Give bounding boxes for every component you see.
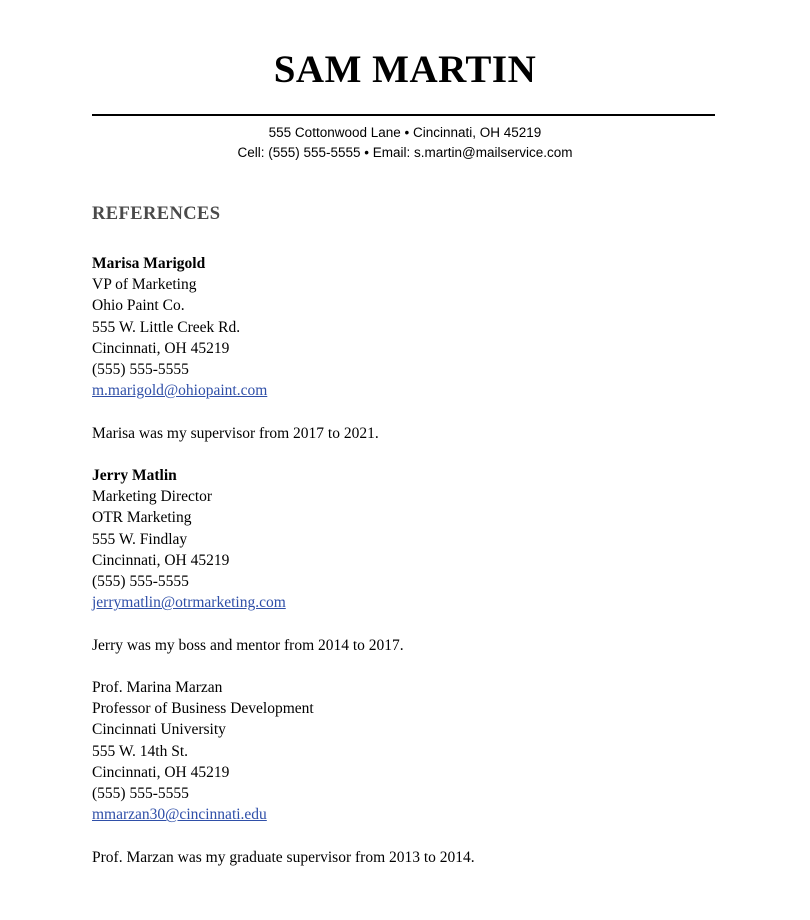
reference-city-state-zip: Cincinnati, OH 45219 [92, 339, 230, 357]
reference-entry [92, 677, 732, 825]
reference-name: Prof. Marina Marzan [92, 679, 223, 696]
reference-title: VP of Marketing [92, 276, 197, 294]
reference-company: Cincinnati University [92, 721, 226, 739]
header-divider [92, 114, 715, 116]
reference-phone: (555) 555-5555 [92, 785, 189, 803]
reference-email-link[interactable]: m.marigold@ohiopaint.com [92, 382, 268, 400]
reference-name: Marisa Marigold [92, 255, 206, 272]
reference-street: 555 W. 14th St. [92, 742, 189, 760]
section-heading-references: REFERENCES [92, 204, 221, 224]
reference-note: Marisa was my supervisor from 2017 to 2021. [92, 424, 379, 442]
reference-street: 555 W. Findlay [92, 530, 188, 548]
reference-email-link[interactable]: jerrymatlin@otrmarketing.com [92, 594, 286, 612]
reference-company: Ohio Paint Co. [92, 297, 185, 315]
reference-city-state-zip: Cincinnati, OH 45219 [92, 763, 230, 781]
reference-entry [92, 465, 732, 613]
reference-city-state-zip: Cincinnati, OH 45219 [92, 551, 230, 569]
reference-entry [92, 253, 732, 401]
contact-phone-email-line: Cell: (555) 555-5555 • Email: s.martin@mailservice.com [237, 145, 573, 160]
reference-name: Jerry Matlin [92, 467, 177, 484]
reference-title: Marketing Director [92, 488, 213, 506]
contact-address-line: 555 Cottonwood Lane • Cincinnati, OH 45219 [268, 125, 542, 140]
page-title: SAM MARTIN [273, 48, 537, 91]
contact-info [0, 123, 810, 163]
reference-email-line [92, 804, 732, 825]
reference-note: Jerry was my boss and mentor from 2014 to 2017. [92, 636, 404, 654]
reference-company: OTR Marketing [92, 509, 192, 527]
reference-title: Professor of Business Development [92, 700, 314, 718]
reference-note: Prof. Marzan was my graduate supervisor from 2013 to 2014. [92, 848, 475, 866]
reference-email-line [92, 380, 732, 401]
reference-email-link[interactable]: mmarzan30@cincinnati.edu [92, 806, 267, 824]
reference-email-line [92, 592, 732, 613]
references-list [92, 253, 732, 868]
reference-phone: (555) 555-5555 [92, 573, 189, 591]
reference-phone: (555) 555-5555 [92, 361, 189, 379]
reference-street: 555 W. Little Creek Rd. [92, 318, 241, 336]
